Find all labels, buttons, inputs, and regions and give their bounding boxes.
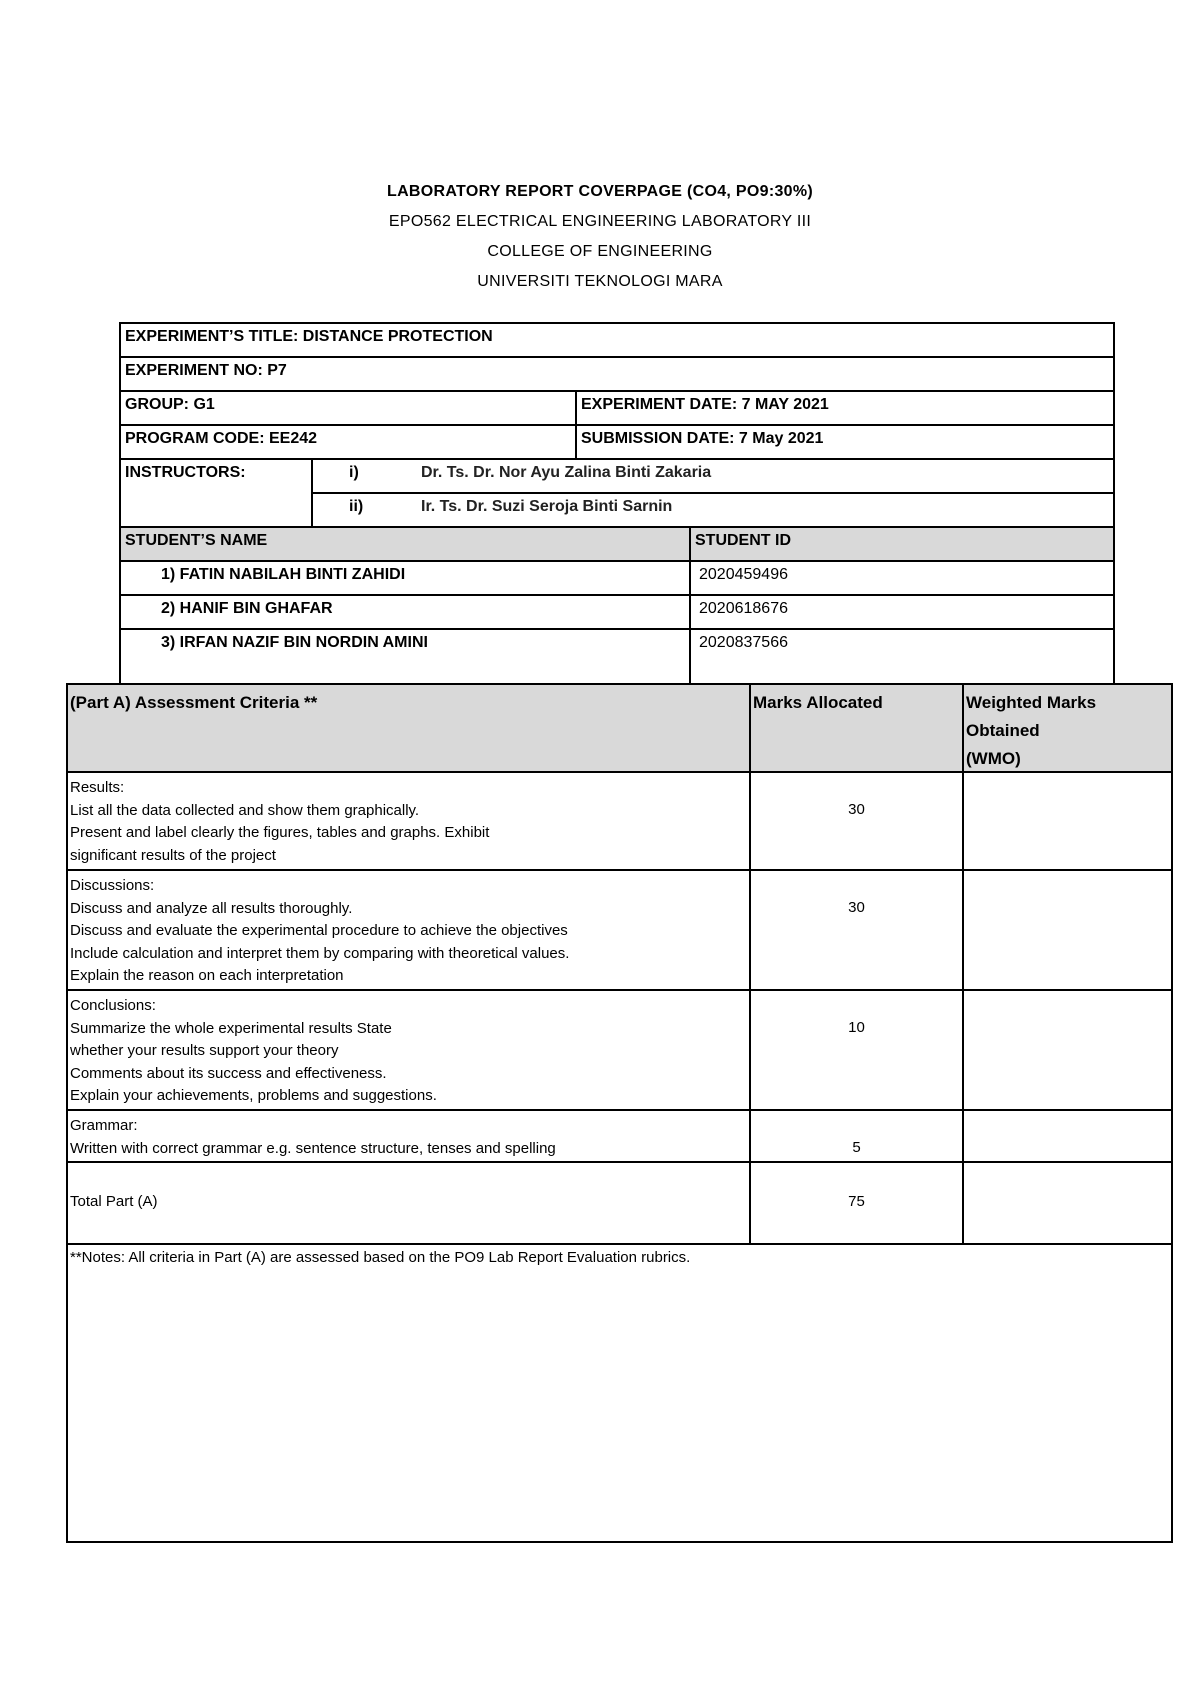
marks-allocated: 5 xyxy=(751,1111,964,1161)
student-name: 3) IRFAN NAZIF BIN NORDIN AMINI xyxy=(161,634,428,651)
marks-header: Marks Allocated xyxy=(751,685,964,771)
group: GROUP: G1 xyxy=(125,396,215,413)
student-header-row xyxy=(119,526,1115,562)
program-code: PROGRAM CODE: EE242 xyxy=(125,430,318,447)
criteria-row-results xyxy=(68,773,1171,871)
student-name: 1) FATIN NABILAH BINTI ZAHIDI xyxy=(161,566,406,583)
wmo-cell xyxy=(964,871,1171,989)
criteria-row-grammar xyxy=(68,1111,1171,1163)
criteria-text: Discussions: Discuss and analyze all results thoroughly. Discuss and evaluate the experimental procedure to achieve the objectives Include calculation and interpret them by comparing with theoretical values. Explain the reason on each interpretation xyxy=(68,871,751,989)
experiment-title: EXPERIMENT’S TITLE: DISTANCE PROTECTION xyxy=(125,328,493,345)
total-marks: 75 xyxy=(751,1163,964,1243)
submission-date: SUBMISSION DATE: 7 May 2021 xyxy=(581,430,824,447)
student-row xyxy=(119,594,1115,630)
student-id-header: STUDENT ID xyxy=(695,532,791,549)
student-name: 2) HANIF BIN GHAFAR xyxy=(161,600,333,617)
criteria-text: Results: List all the data collected and show them graphically. Present and label clearly the figures, tables and graphs. Exhibit significant results of the project xyxy=(68,773,751,869)
instructor-name: Dr. Ts. Dr. Nor Ayu Zalina Binti Zakaria xyxy=(421,464,712,481)
wmo-cell xyxy=(964,1111,1171,1161)
criteria-text: Conclusions: Summarize the whole experimental results State whether your results support your theory Comments about its success and effectiveness. Explain your achievements, problems and suggestions. xyxy=(68,991,751,1109)
college-name: COLLEGE OF ENGINEERING xyxy=(487,243,713,260)
student-id: 2020837566 xyxy=(699,634,788,651)
course-name: EPO562 ELECTRICAL ENGINEERING LABORATORY III xyxy=(388,213,812,230)
criteria-text: Grammar: Written with correct grammar e.g. sentence structure, tenses and spelling xyxy=(68,1111,751,1161)
group-row xyxy=(119,390,1115,426)
wmo-header: Weighted Marks Obtained (WMO) xyxy=(966,693,1097,768)
student-row xyxy=(119,560,1115,596)
experiment-no-row xyxy=(119,356,1115,392)
wmo-cell xyxy=(964,773,1171,869)
criteria-header: (Part A) Assessment Criteria ** xyxy=(68,685,751,771)
marks-allocated: 30 xyxy=(751,773,964,869)
program-row xyxy=(119,424,1115,460)
student-id: 2020618676 xyxy=(699,600,788,617)
marks-allocated: 30 xyxy=(751,871,964,989)
instructors-label: INSTRUCTORS: xyxy=(125,464,246,481)
instructor-index: i) xyxy=(349,464,359,481)
document-header xyxy=(0,177,1200,297)
criteria-row-conclusions xyxy=(68,991,1171,1111)
experiment-no: EXPERIMENT NO: P7 xyxy=(125,362,287,379)
student-row xyxy=(119,628,1115,684)
notes: **Notes: All criteria in Part (A) are assessed based on the PO9 Lab Report Evaluation rubrics. xyxy=(70,1249,691,1266)
marks-allocated: 10 xyxy=(751,991,964,1109)
student-name-header: STUDENT’S NAME xyxy=(125,532,268,549)
wmo-cell xyxy=(964,1163,1171,1243)
instructors-block xyxy=(119,458,1115,528)
experiment-date: EXPERIMENT DATE: 7 MAY 2021 xyxy=(581,396,829,413)
wmo-cell xyxy=(964,991,1171,1109)
instructor-index: ii) xyxy=(349,498,364,515)
criteria-row-discussions xyxy=(68,871,1171,991)
student-id: 2020459496 xyxy=(699,566,788,583)
experiment-title-row xyxy=(119,322,1115,358)
assessment-header-row xyxy=(68,685,1171,773)
report-title: LABORATORY REPORT COVERPAGE (CO4, PO9:30%) xyxy=(387,183,813,200)
university-name: UNIVERSITI TEKNOLOGI MARA xyxy=(477,273,723,290)
total-row xyxy=(68,1163,1171,1245)
assessment-table xyxy=(66,683,1173,1543)
instructor-name: Ir. Ts. Dr. Suzi Seroja Binti Sarnin xyxy=(421,498,673,515)
total-label: Total Part (A) xyxy=(68,1163,751,1243)
